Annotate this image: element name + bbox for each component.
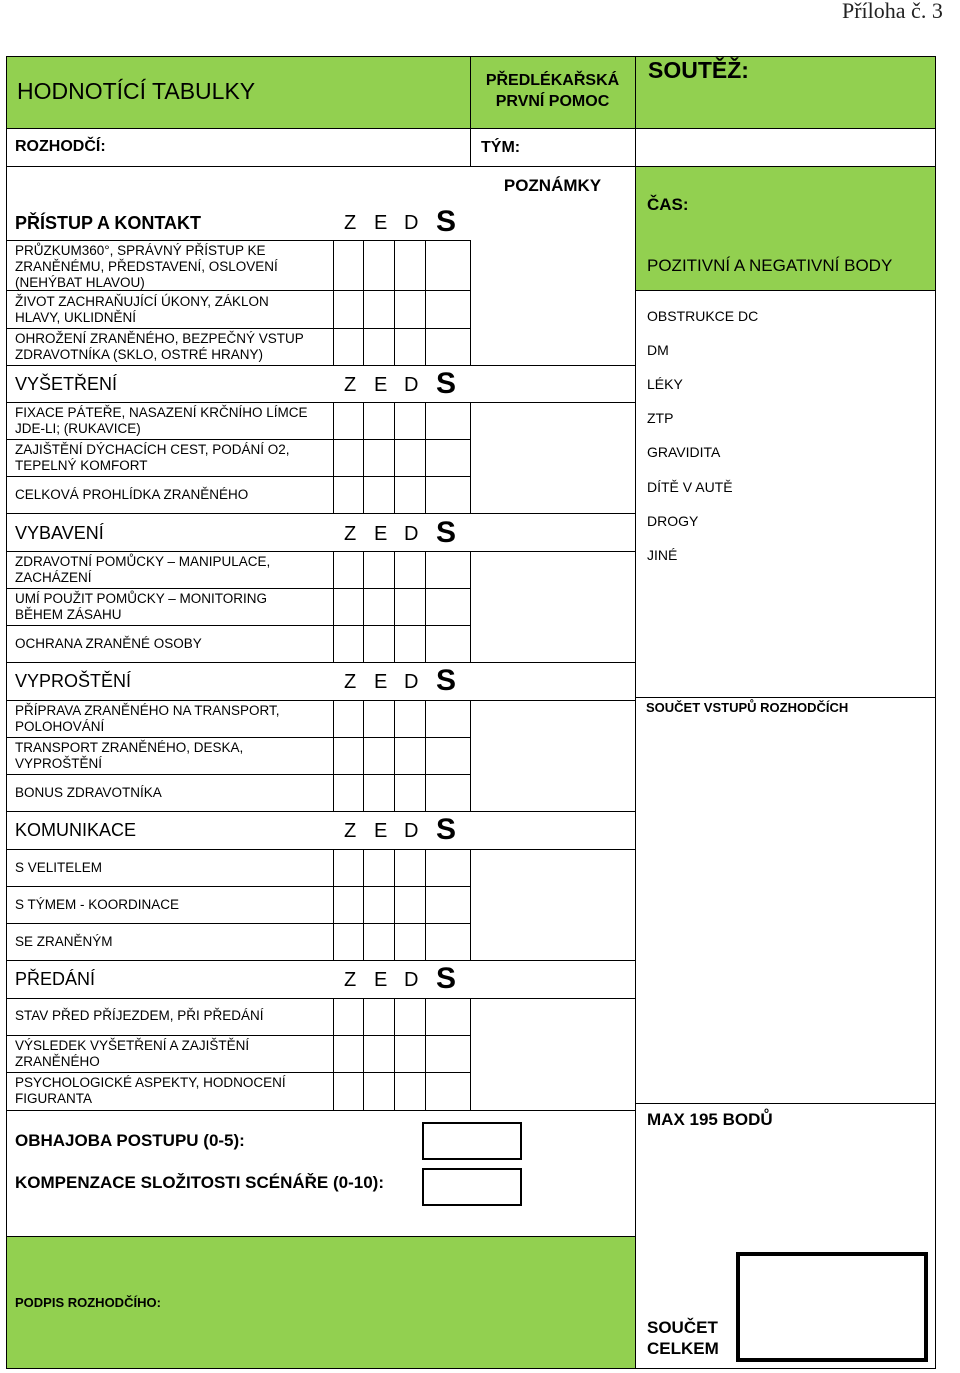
page-title: HODNOTÍCÍ TABULKY [17, 78, 256, 104]
score-letter-e: E [374, 969, 388, 991]
score-letter-s: S [436, 962, 457, 995]
defense-label: OBHAJOBA POSTUPU (0-5): [15, 1131, 245, 1150]
notes-title: POZNÁMKY [503, 176, 602, 195]
criterion-item: VÝSLEDEK VYŠETŘENÍ A ZAJIŠTĚNÍ ZRANĚNÉHO [15, 1038, 250, 1069]
score-letter-z: Z [344, 820, 357, 842]
referee-sum-label: SOUČET VSTUPŮ ROZHODČÍCH [646, 700, 849, 715]
score-letter-e: E [374, 820, 388, 842]
criterion-item: PRŮZKUM360°, SPRÁVNÝ PŘÍSTUP KE ZRANĚNÉMU, PŘEDSTAVENÍ, OSLOVENÍ (NEHÝBAT HLAVOU) [15, 243, 278, 290]
section-title-extrication: VYPROŠTĚNÍ [15, 671, 132, 691]
criterion-item: S TÝMEM - KOORDINACE [15, 897, 180, 912]
score-letter-d: D [404, 671, 419, 693]
criterion-item: PSYCHOLOGICKÉ ASPEKTY, HODNOCENÍ FIGURANTA [15, 1075, 286, 1106]
score-letter-d: D [404, 374, 419, 396]
points-item: DROGY [647, 513, 699, 529]
score-letter-e: E [374, 671, 388, 693]
defense-score-box[interactable] [422, 1122, 522, 1160]
score-letter-s: S [436, 664, 457, 697]
points-item: ZTP [647, 410, 674, 426]
points-item: GRAVIDITA [647, 444, 721, 460]
criterion-item: STAV PŘED PŘÍJEZDEM, PŘI PŘEDÁNÍ [15, 1008, 264, 1023]
score-letter-e: E [374, 374, 388, 396]
annex-label: Příloha č. 3 [842, 0, 943, 23]
criterion-item: S VELITELEM [15, 860, 103, 875]
score-letter-d: D [404, 212, 419, 234]
points-item: JINÉ [647, 547, 678, 563]
criterion-item: SE ZRANĚNÝM [15, 934, 113, 949]
score-letter-d: D [404, 523, 419, 545]
criterion-item: UMÍ POUŽIT POMŮCKY – MONITORING BĚHEM ZÁSAHU [15, 591, 268, 622]
criterion-item: OHROŽENÍ ZRANĚNÉHO, BEZPEČNÝ VSTUP ZDRAVOTNÍKA (SKLO, OSTRÉ HRANY) [15, 331, 304, 362]
score-letter-z: Z [344, 523, 357, 545]
compensation-label: KOMPENZACE SLOŽITOSTI SCÉNÁŘE (0-10): [15, 1173, 384, 1192]
team-label: TÝM: [481, 139, 521, 156]
score-letter-e: E [374, 523, 388, 545]
score-letter-d: D [404, 820, 419, 842]
points-title: POZITIVNÍ A NEGATIVNÍ BODY [647, 256, 893, 275]
total-score-box[interactable] [736, 1252, 928, 1362]
signature-label: PODPIS ROZHODČÍHO: [15, 1295, 161, 1310]
criterion-item: ZAJIŠTĚNÍ DÝCHACÍCH CEST, PODÁNÍ O2, TEPELNÝ KOMFORT [15, 442, 290, 473]
criterion-item: BONUS ZDRAVOTNÍKA [15, 785, 162, 800]
criterion-item: PŘÍPRAVA ZRANĚNÉHO NA TRANSPORT, POLOHOVÁNÍ [15, 703, 280, 734]
section-title-communication: KOMUNIKACE [15, 820, 137, 840]
criterion-item: ŽIVOT ZACHRAŇUJÍCÍ ÚKONY, ZÁKLON HLAVY, UKLIDNĚNÍ [15, 294, 269, 325]
discipline-line-1: PŘEDLÉKAŘSKÁ [485, 72, 620, 89]
score-letter-z: Z [344, 969, 357, 991]
score-letter-e: E [374, 212, 388, 234]
total-label-line-1: SOUČET [647, 1318, 718, 1337]
contest-label: SOUTĚŽ: [648, 57, 749, 83]
score-letter-s: S [436, 813, 457, 846]
referee-label: ROZHODČÍ: [15, 138, 106, 155]
total-label-line-2: CELKEM [647, 1339, 719, 1358]
time-label: ČAS: [647, 195, 689, 214]
points-item: LÉKY [647, 376, 683, 392]
discipline-line-2: PRVNÍ POMOC [495, 93, 610, 110]
score-letter-s: S [436, 205, 457, 238]
criterion-item: FIXACE PÁTEŘE, NASAZENÍ KRČNÍHO LÍMCE JDE-LI; (RUKAVICE) [15, 405, 308, 436]
score-letter-s: S [436, 516, 457, 549]
section-title-handover: PŘEDÁNÍ [15, 969, 96, 989]
section-title-access: PŘÍSTUP A KONTAKT [15, 213, 202, 233]
points-item: DM [647, 342, 669, 358]
criterion-item: ZDRAVOTNÍ POMŮCKY – MANIPULACE, ZACHÁZENÍ [15, 554, 271, 585]
score-letter-z: Z [344, 671, 357, 693]
compensation-score-box[interactable] [422, 1168, 522, 1206]
section-title-examination: VYŠETŘENÍ [15, 374, 118, 394]
score-letter-s: S [436, 367, 457, 400]
max-points-label: MAX 195 BODŮ [647, 1110, 773, 1129]
score-letter-z: Z [344, 212, 357, 234]
criterion-item: CELKOVÁ PROHLÍDKA ZRANĚNÉHO [15, 487, 249, 502]
points-item: OBSTRUKCE DC [647, 308, 759, 324]
criterion-item: TRANSPORT ZRANĚNÉHO, DESKA, VYPROŠTĚNÍ [15, 740, 244, 771]
points-item: DÍTĚ V AUTĚ [647, 479, 733, 495]
criterion-item: OCHRANA ZRANĚNÉ OSOBY [15, 636, 202, 651]
section-title-equipment: VYBAVENÍ [15, 523, 104, 543]
score-letter-z: Z [344, 374, 357, 396]
score-letter-d: D [404, 969, 419, 991]
